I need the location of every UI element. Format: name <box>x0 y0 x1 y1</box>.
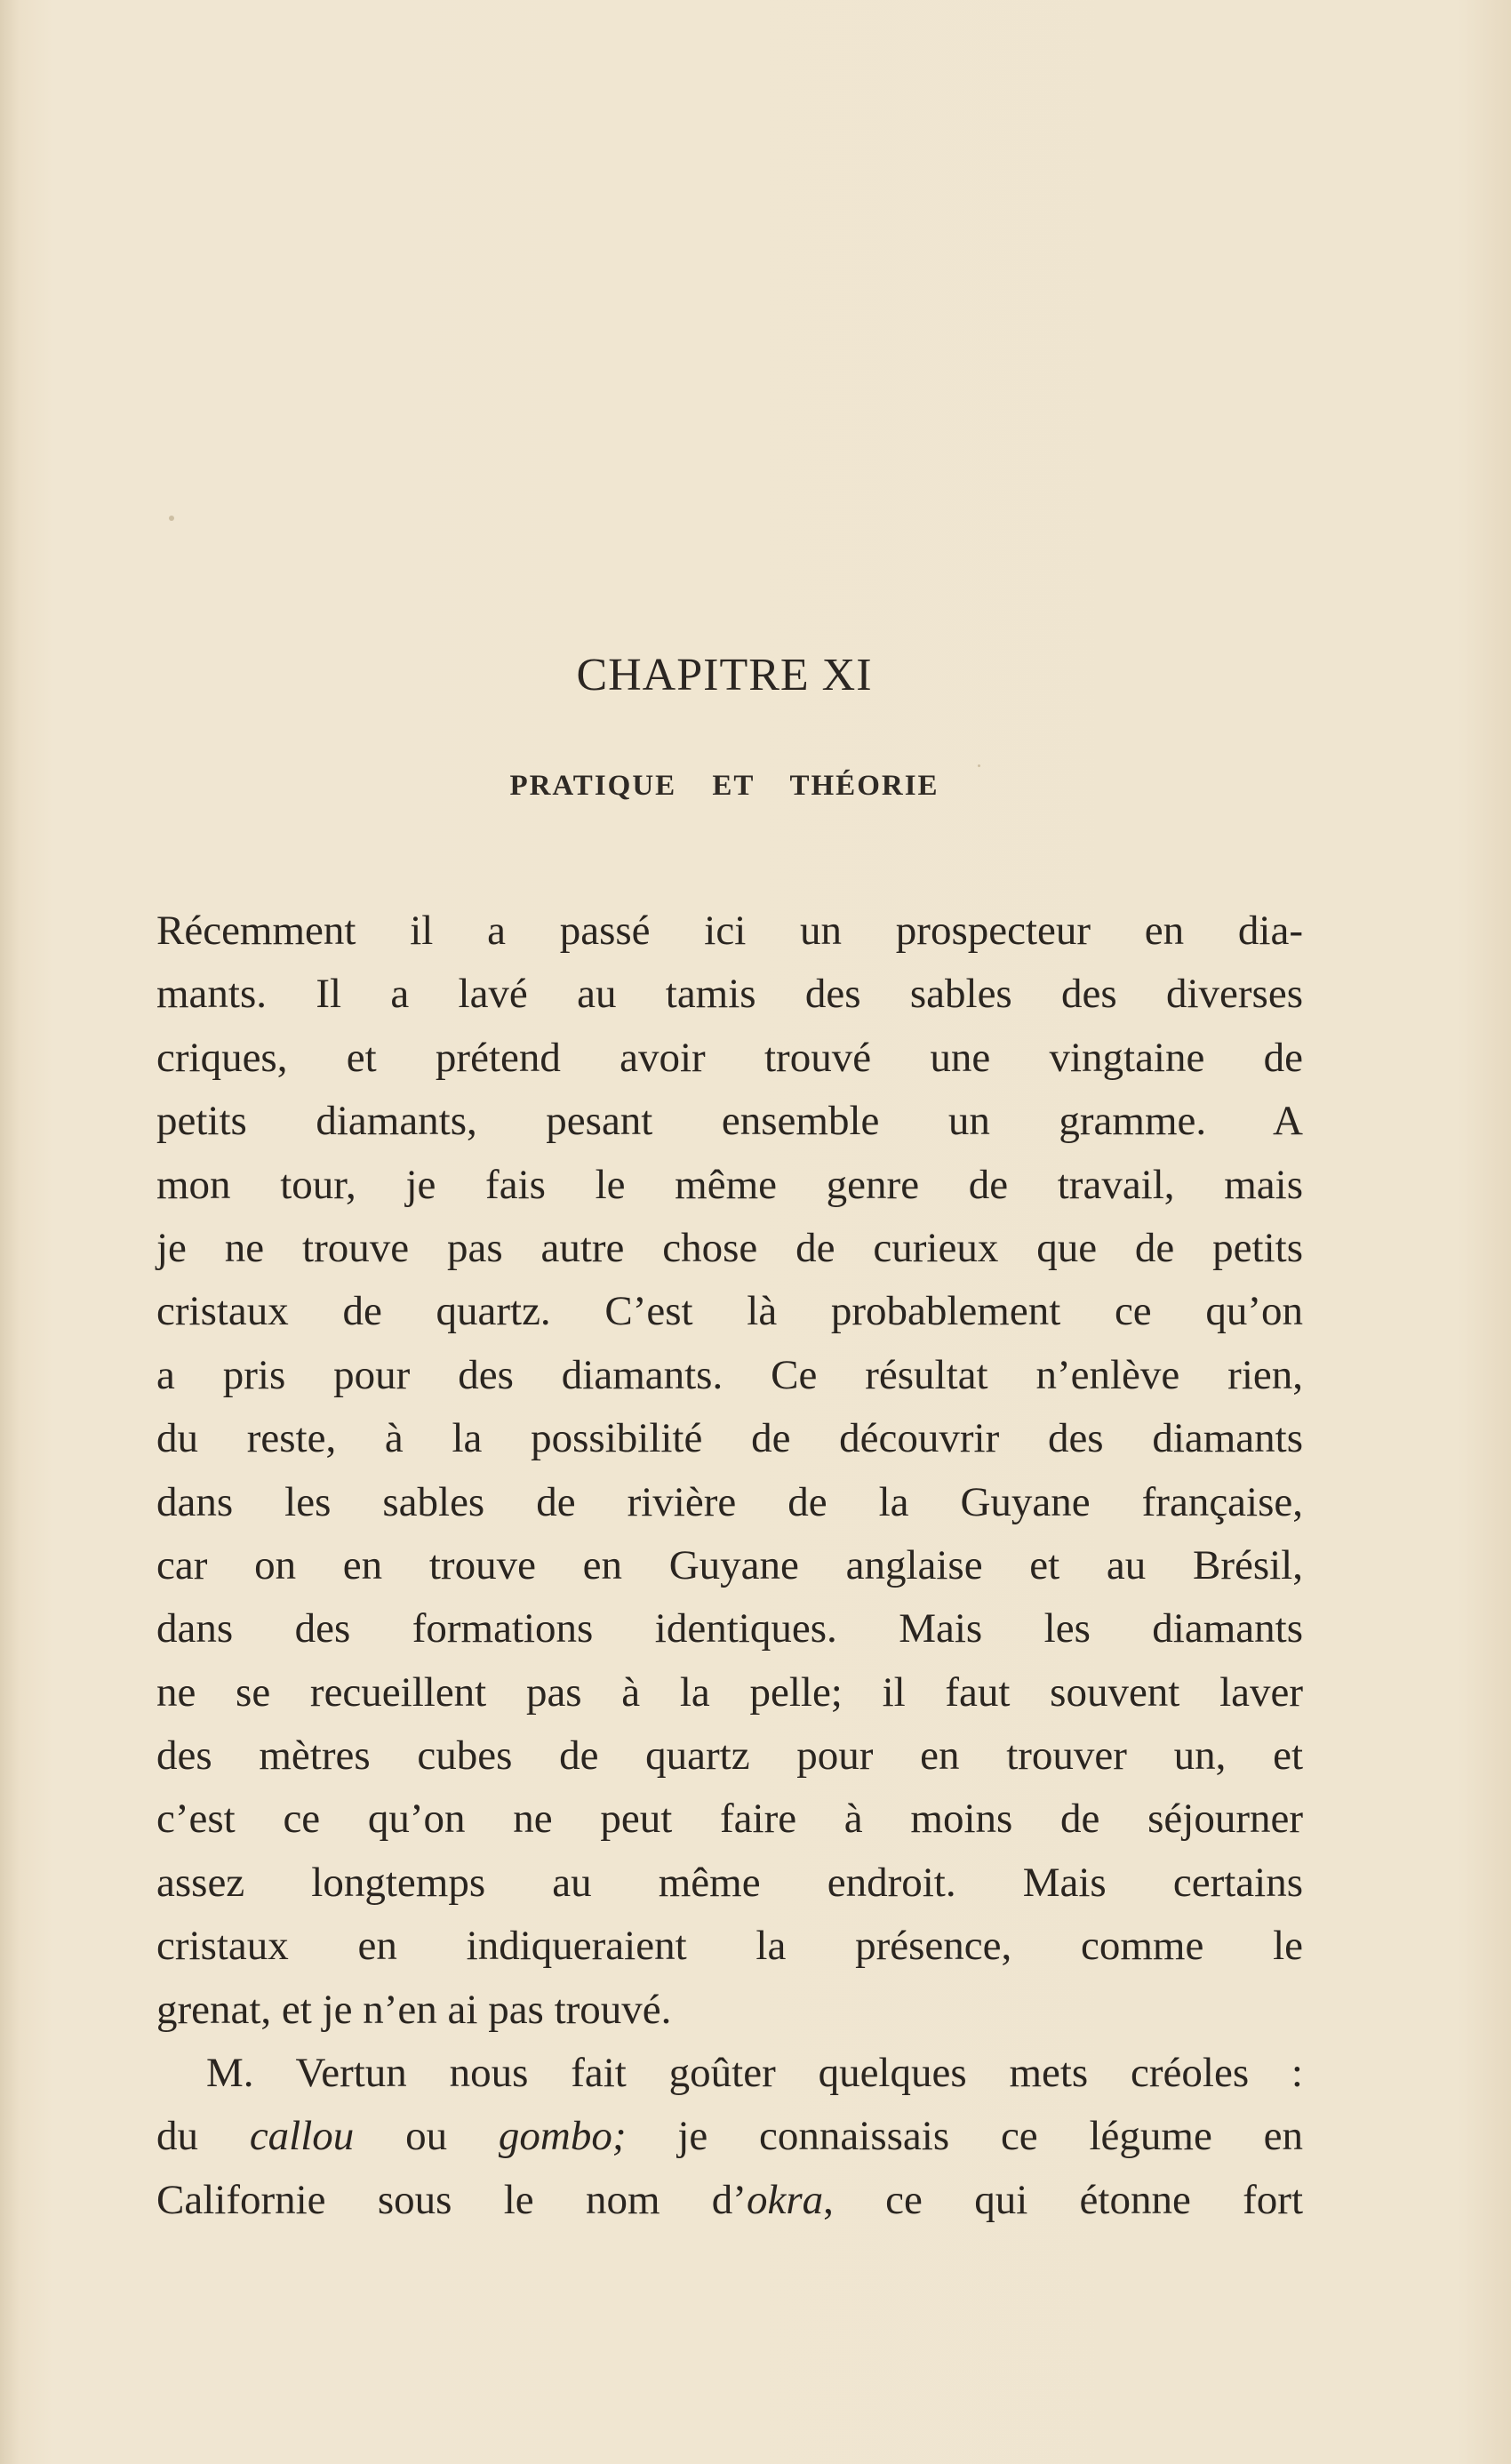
body-text <box>156 900 1303 2232</box>
text-line: assez longtemps au même endroit. Mais certains <box>156 1859 1303 1906</box>
text-line: criques, et prétend avoir trouvé une vingtaine de <box>156 1034 1303 1081</box>
text-fragment: du <box>156 2113 250 2160</box>
text-line: petits diamants, pesant ensemble un gramme. A <box>156 1098 1303 1145</box>
text-line <box>156 2105 1303 2168</box>
text-line: dans les sables de rivière de la Guyane française, <box>156 1478 1303 1525</box>
text-line: Récemment il a passé ici un prospecteur en dia- <box>156 908 1303 954</box>
text-line <box>156 2169 1303 2232</box>
text-line: a pris pour des diamants. Ce résultat n’enlève rien, <box>156 1351 1303 1398</box>
text-line: car on en trouve en Guyane anglaise et au Brésil, <box>156 1541 1303 1588</box>
text-line: cristaux de quartz. C’est là probablement ce qu’on <box>156 1288 1303 1335</box>
italic-word-okra: okra <box>746 2176 824 2223</box>
text-line: M. Vertun nous fait goûter quelques mets créoles : <box>206 2050 1303 2097</box>
text-line: des mètres cubes de quartz pour en trouver un, et <box>156 1732 1303 1780</box>
text-line: grenat, et je n’en ai pas trouvé. <box>156 1986 672 2033</box>
italic-word-callou: callou <box>249 2113 355 2160</box>
text-line: c’est ce qu’on ne peut faire à moins de séjourner <box>156 1796 1303 1843</box>
text-line: dans des formations identiques. Mais les diamants <box>156 1605 1303 1652</box>
text-fragment: ou <box>354 2113 499 2160</box>
paragraph-2 <box>156 2042 1303 2232</box>
text-fragment: je connaissais ce légume en <box>626 2113 1303 2160</box>
text-line: je ne trouve pas autre chose de curieux que de petits <box>156 1224 1303 1271</box>
text-line: mon tour, je fais le même genre de travail, mais <box>156 1161 1303 1208</box>
text-line: mants. Il a lavé au tamis des sables des diverses <box>156 971 1303 1018</box>
paper-speck <box>978 764 980 767</box>
text-line: ne se recueillent pas à la pelle; il faut souvent laver <box>156 1668 1303 1716</box>
chapter-subtitle: PRATIQUE ET THÉORIE <box>509 770 939 802</box>
text-line: cristaux en indiqueraient la présence, comme le <box>156 1923 1303 1970</box>
paper-speck <box>169 516 174 521</box>
chapter-title: CHAPITRE XI <box>576 650 873 700</box>
text-fragment: Californie sous le nom d’ <box>156 2176 747 2223</box>
text-fragment: , ce qui étonne fort <box>823 2176 1303 2223</box>
italic-word-gombo: gombo; <box>498 2113 627 2160</box>
text-line: du reste, à la possibilité de découvrir des diamants <box>156 1415 1303 1462</box>
paragraph-1 <box>156 900 1303 2042</box>
